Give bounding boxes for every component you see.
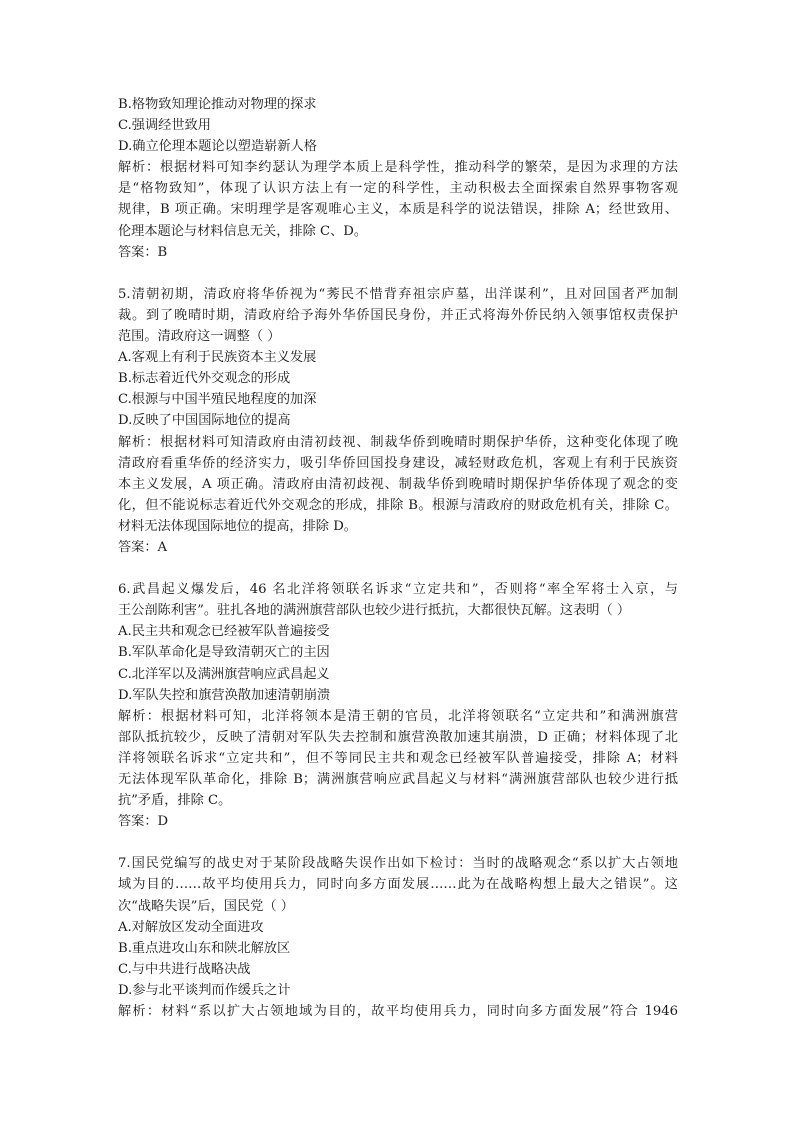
text-line: 域为目的……故平均使用兵力，同时向多方面发展……此为在战略构想上最大之错误”。这 xyxy=(118,877,678,893)
text-line: 材料无法体现国际地位的提高，排除 D。 xyxy=(118,518,357,534)
text-line: 是“格物致知”，体现了认识方法上有一定的科学性，主动积极去全面探索自然界事物客观 xyxy=(118,181,678,197)
text-line: 5.清朝初期，清政府将华侨视为“莠民不惜背弃祖宗庐墓，出洋谋利”，且对回国者严加制 xyxy=(118,286,678,302)
text-line: 解析：根据材料可知清政府由清初歧视、制裁华侨到晚晴时期保护华侨，这种变化体现了晚 xyxy=(118,434,678,450)
continuation-block xyxy=(118,94,678,263)
text-line: 答案：B xyxy=(118,244,168,260)
text-line: D.确立伦理本题论以塑造崭新人格 xyxy=(118,139,317,155)
question-block xyxy=(118,579,678,832)
text-line: 6.武昌起义爆发后，46 名北洋将领联名诉求“立定共和”，否则将“率全军将士入京，与 xyxy=(118,582,678,598)
text-line: 王公剖陈利害”。驻扎各地的满洲旗营部队也较少进行抵抗，大都很快瓦解。这表明（ ） xyxy=(118,603,631,619)
text-line: D.军队失控和旗营涣散加速清朝崩溃 xyxy=(118,687,331,703)
paragraph-spacer xyxy=(118,832,678,853)
text-line: B.格物致知理论推动对物理的探求 xyxy=(118,97,317,112)
text-line: 裁。到了晚晴时期，清政府给予海外华侨国民身份，并正式将海外侨民纳入领事馆权责保护 xyxy=(118,307,678,323)
text-line: 伦理本题论与材料信息无关，排除 C、D。 xyxy=(118,223,368,239)
question-block xyxy=(118,853,678,1022)
text-line: B.军队革命化是导致清朝灭亡的主因 xyxy=(118,645,330,661)
text-line: 本主义发展，A 项正确。清政府由清初歧视、制裁华侨到晚晴时期保护华侨体现了观念的变 xyxy=(118,476,678,492)
text-line: 部队抵抗较少，反映了清朝对军队失去控制和旗营涣散加速其崩溃，D 正确；材料体现了北 xyxy=(118,729,678,745)
text-line: B.重点进攻山东和陕北解放区 xyxy=(118,940,291,956)
text-line: A.民主共和观念已经被军队普遍接受 xyxy=(118,624,330,640)
text-line: A.对解放区发动全面进攻 xyxy=(118,919,264,935)
text-line: 清政府看重华侨的经济实力，吸引华侨回国投身建设，减轻财政危机，客观上有利于民族资 xyxy=(118,455,678,471)
text-line: 无法体现军队革命化，排除 B；满洲旗营响应武昌起义与材料“满洲旗营部队也较少进行抵 xyxy=(118,772,678,787)
text-line: C.强调经世致用 xyxy=(118,118,211,134)
text-line: C.北洋军以及满洲旗营响应武昌起义 xyxy=(118,666,330,682)
text-line: 解析：根据材料可知李约瑟认为理学本质上是科学性，推动科学的繁荣，是因为求理的方法 xyxy=(118,160,678,176)
text-line: 抗”矛盾，排除 C。 xyxy=(118,793,232,809)
paragraph-spacer xyxy=(118,263,678,284)
text-line: 规律，B 项正确。宋明理学是客观唯心主义，本质是科学的说法错误，排除 A；经世致用、 xyxy=(118,202,678,218)
text-line: 答案：D xyxy=(118,814,169,830)
text-line: C.根源与中国半殖民地程度的加深 xyxy=(118,392,317,408)
text-line: C.与中共进行战略决战 xyxy=(118,961,251,977)
text-line: B.标志着近代外交观念的形成 xyxy=(118,371,291,387)
document-page xyxy=(118,94,678,1022)
text-line: 7.国民党编写的战史对于某阶段战略失误作出如下检讨：当时的战略观念“系以扩大占领地 xyxy=(118,856,678,872)
text-line: D.参与北平谈判而作缓兵之计 xyxy=(118,982,291,998)
text-line: 化，但不能说标志着近代外交观念的形成，排除 B。根源与清政府的财政危机有关，排除 C。 xyxy=(118,497,678,513)
text-line: 答案：A xyxy=(118,539,168,555)
text-line: 次“战略失误”后，国民党（ ） xyxy=(118,898,294,914)
text-line: 解析：材料“系以扩大占领地域为目的，故平均使用兵力，同时向多方面发展”符合 1946 xyxy=(118,1004,678,1020)
text-line: 解析：根据材料可知，北洋将领本是清王朝的官员，北洋将领联名“立定共和”和满洲旗营 xyxy=(118,708,678,724)
text-line: A.客观上有利于民族资本主义发展 xyxy=(118,350,317,366)
question-block xyxy=(118,284,678,558)
text-line: 洋将领联名诉求“立定共和”，但不等同民主共和观念已经被军队普遍接受，排除 A；材料 xyxy=(118,750,678,766)
paragraph-spacer xyxy=(118,558,678,579)
text-line: D.反映了中国国际地位的提高 xyxy=(118,413,291,429)
text-line: 范围。清政府这一调整（ ） xyxy=(118,329,281,345)
